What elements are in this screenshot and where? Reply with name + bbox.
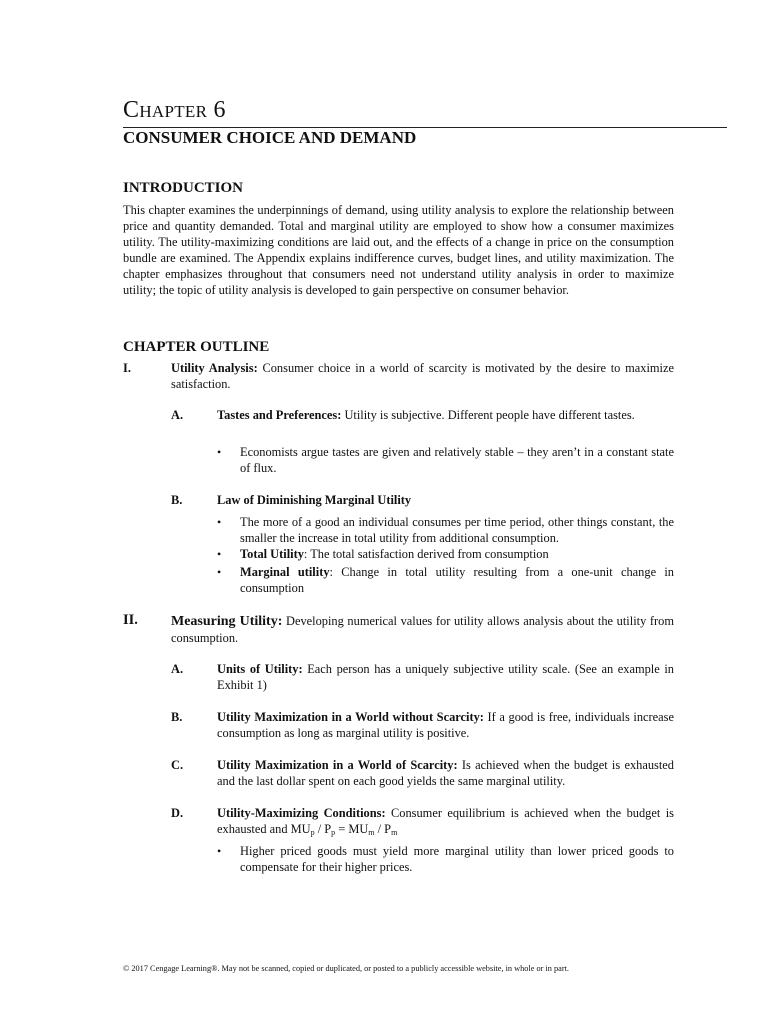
- section-text: Utility Analysis: Consumer choice in a world of scarcity is motivated by the desire to maximize satisfaction.: [171, 361, 674, 391]
- chapter-title: CONSUMER CHOICE AND DEMAND: [123, 128, 417, 147]
- bullet-text: Total Utility: The total satisfaction derived from consumption: [240, 547, 549, 561]
- item-text: Tastes and Preferences: Utility is subjective. Different people have different tastes.: [217, 408, 635, 422]
- bullet-glyph: •: [217, 515, 222, 529]
- item-text: Utility Maximization in a World without Scarcity: If a good is free, individuals increase consumption as long as marginal utility is positive.: [217, 710, 674, 740]
- bullet-glyph: •: [217, 844, 222, 858]
- item-text: Law of Diminishing Marginal Utility: [217, 493, 412, 507]
- bullet-text: Marginal utility: Change in total utility resulting from a one-unit change in consumption: [240, 565, 674, 595]
- item-text: Utility-Maximizing Conditions: Consumer equilibrium is achieved when the budget is exhausted and $MU_p / P_p = MU_m / P_m$: [217, 806, 674, 837]
- item-letter: A.: [171, 408, 184, 422]
- introduction-paragraph: This chapter examines the underpinnings of demand, using utility analysis to explore the relationship between price and quantity demanded. Total and marginal utility are employed to show how a consumer maximizes utility. The utility-maximizing conditions are laid out, and the effects of a change in price on the consumption bundle are examined. The Appendix explains indifference curves, budget lines, and utility maximization. The chapter emphasizes throughout that consumers need not understand utility analysis in order to maximize utility; the topic of utility analysis is developed to gain perspective on consumer behavior.: [123, 203, 674, 297]
- item-letter: C.: [171, 758, 184, 772]
- bullet-text: The more of a good an individual consumes per time period, other things constant, the smaller the increase in total utility from additional consumption.: [240, 515, 674, 545]
- utility-formula: $MU_p / P_p = MU_m / P_m$: [290, 822, 398, 837]
- item-letter: B.: [171, 493, 183, 507]
- item-text: Utility Maximization in a World of Scarcity: Is achieved when the budget is exhausted and the last dollar spent on each good yields the same marginal utility.: [217, 758, 674, 788]
- bullet-glyph: •: [217, 445, 222, 459]
- section-numeral: II.: [123, 612, 138, 628]
- copyright-footer: © 2017 Cengage Learning®. May not be scanned, copied or duplicated, or posted to a publicly accessible website, in whole or in part.: [123, 964, 569, 973]
- outline-heading: CHAPTER OUTLINE: [123, 339, 270, 355]
- section-text: Measuring Utility: Developing numerical values for utility allows analysis about the utility from consumption.: [171, 614, 674, 645]
- introduction-heading: INTRODUCTION: [123, 180, 244, 196]
- bullet-text: Economists argue tastes are given and relatively stable – they aren’t in a constant state of flux.: [240, 445, 674, 475]
- item-text: Units of Utility: Each person has a uniquely subjective utility scale. (See an example in Exhibit 1): [217, 662, 674, 692]
- item-letter: A.: [171, 662, 184, 676]
- item-letter: D.: [171, 806, 184, 820]
- bullet-glyph: •: [217, 547, 222, 561]
- section-numeral: I.: [123, 361, 131, 375]
- bullet-text: Higher priced goods must yield more marginal utility than lower priced goods to compensate for their higher prices.: [240, 844, 674, 874]
- chapter-label: CHAPTER 6: [123, 97, 226, 123]
- item-letter: B.: [171, 710, 183, 724]
- bullet-glyph: •: [217, 565, 222, 579]
